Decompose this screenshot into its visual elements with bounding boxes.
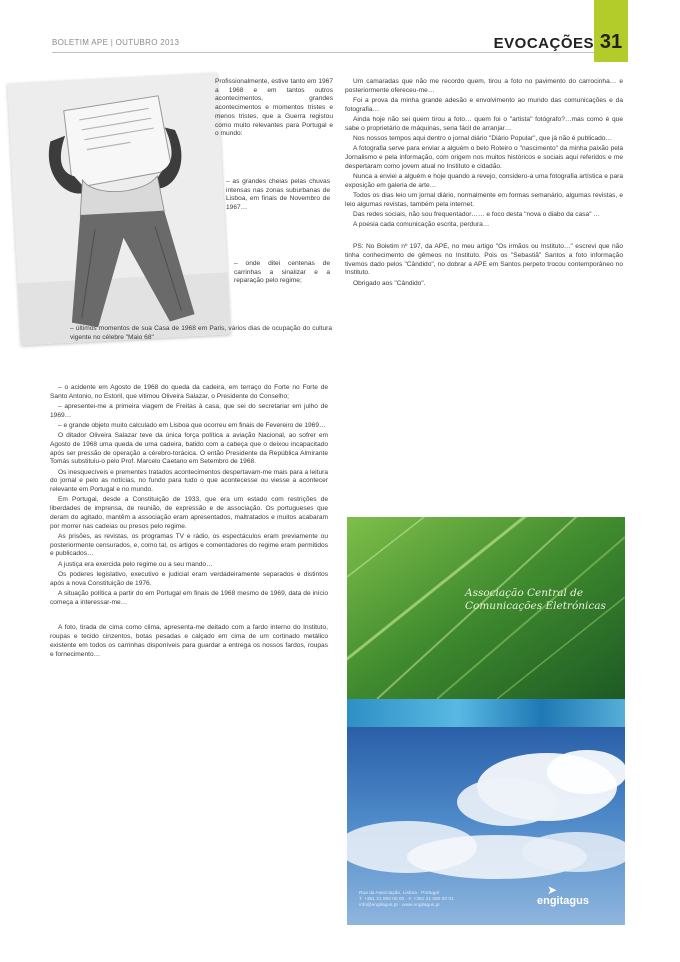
paragraph: Em Portugal, desde a Constituição de 1933, que era um estado com restrições de liberdades de imprensa, de reunião, de expressão e de associação. Os portugueses que deram do agitado, mantêm a associação eram apresentados, maltratados e muitos acabaram por morrer nas cadeias ou presos pelo regime.: [50, 496, 328, 530]
spacer: [345, 232, 623, 242]
paragraph: A foto, tirada de cima como clima, apresenta-me deitado com a fardo interno do Instituto, roupas e tecido cinzentos, botas pesadas e calçado em cima de um cortinado metálico existente em todos os carrinhas disponíveis para guardar a entrega os nossos fardos, roupas e fornecimento…: [50, 624, 328, 658]
bulletin-title: BOLETIM APE | OUTUBRO 2013: [52, 38, 180, 47]
paragraph: PS: No Boletim nº 197, da APE, no meu artigo "Os irmãos ou Instituto…" escrevi que não tinha conhecimento de gêmeos no Instituto. Pois os "Sebastiã" Santos a foto informação tivemos dado pelos "Cândido", no dobrar a APE em Santos perpeto trocou contemporâneo no Instituto.: [345, 243, 623, 277]
page-header: [52, 32, 628, 56]
paragraph: O ditador Oliveira Salazar teve da única força política a aviação Nacional, ao sofrer em Agosto de 1968 uma queda de uma cadeira, batido com a cabeça que o deixou incapacitado após ser pressão de operação a cérebro-torácica. O então Presidente da República Almirante Tomás substituiu-o pelo Prof. Marcelo Caetano em Setembro de 1968.: [50, 432, 328, 466]
left-column: [50, 384, 328, 661]
photo-icon: [7, 73, 230, 346]
paragraph: – e grande objeto muito calculado em Lisboa que ocorreu em finais de Fevereiro de 1969…: [58, 422, 326, 429]
wrap-paragraph-1: Profissionalmente, estive tanto em 1967 a 1968 e em tantos outros acontecimentos, grandes acontecimentos e momentos tristes e menos tristes, que a Guerra registou como muito relevantes para Portugal e o mundo:: [215, 78, 333, 138]
advertisement[interactable]: [347, 517, 625, 925]
page-number: 31: [599, 31, 623, 53]
section-title: EVOCAÇÕES: [493, 35, 594, 52]
ad-contact: [359, 891, 454, 909]
paragraph: Nunca a enviei a alguém e hoje quando a revejo, considero-a uma fotografia artística e para exposição em galeria de arte…: [345, 173, 623, 189]
spacer: [50, 609, 328, 623]
archival-photo: [7, 73, 230, 346]
header-rule: [52, 52, 594, 53]
advertiser-logo[interactable]: engitagus: [537, 895, 589, 907]
paragraph: – apresentei-me a primeira viagem de Freitas à casa, que sei do secretariar em julho de 1969…: [50, 403, 328, 419]
page-number-box: [594, 0, 628, 62]
wrap-paragraph-2: – as grandes cheias pelas chuvas intensas nas zonas suburbanas de Lisboa, em finais de Novembro de 1967…: [226, 178, 330, 212]
contact-line: Rua da Associação, Lisboa · Portugal: [359, 891, 439, 896]
paragraph: A poesia cada comunicação escrita, perdura…: [353, 221, 490, 229]
paragraph: Os inesquecíveis e prementes tratados acontecimentos despertavam-me mais para a leitura do jornal e pelo as notícias, no fundo para tudo o que acontecesse ou viesse a acontecer relevante em Portugal e no mundo.: [50, 468, 328, 494]
paragraph: Os poderes legislativo, executivo e judicial eram verdadeiramente separados e distintos após a nova Constituição de 1976.: [50, 570, 328, 587]
paragraph: – o acidente em Agosto de 1968 do queda da cadeira, em terraço do Forte no Forte de Santo Antonio, no Estoril, que vitimou Oliveira Salazar, o Presidente do Conselho;: [50, 384, 328, 400]
paragraph: Ainda hoje não sei quem tirou a foto… quem foi o "artista" fotógrafo?…mas como é que sabe o proprietário de máquinas, seria fácil de arranjar…: [345, 116, 623, 132]
ad-title: Associação Central de Comunicações Eletrónicas: [465, 587, 606, 612]
paragraph: A situação política a partir do em Portugal em finais de 1968 mesmo de 1969, data de início começa a interessar-me…: [50, 589, 328, 606]
paragraph: Todos os dias leio um jornal diário, normalmente em formas semanário, algumas revistas, e leio algumas revistas, também pela internet.: [345, 192, 623, 208]
paragraph: As prisões, as revistas, os programas TV e rádio, os espectáculos eram previamente ou posteriormente censurados, e, como tal, os artigos e comentadores do regime eram permitidos e publicados…: [50, 532, 328, 558]
wrap-paragraph-3: – onde ditei centenas de carrinhas a sinalizar e a reparação pelo regime;: [234, 260, 330, 285]
paragraph: Das redes sociais, não sou frequentador…… e foco desta "nova o diabo da casa" …: [353, 211, 600, 218]
paragraph: Obrigado aos "Cândido".: [353, 279, 426, 287]
paragraph: Foi a prova da minha grande adesão e envolvimento ao mundo das comunicações e da fotografia…: [345, 97, 623, 113]
contact-line: info@engitagus.pt · www.engitagus.pt: [359, 903, 440, 908]
wrap-paragraph-4: – últimos momentos de sua Casa de 1968 em Paris, vários dias de ocupação do cultura vigente no célebre "Maio 68": [70, 325, 332, 341]
paragraph: A justiça era exercida pelo regime ou a seu mando…: [58, 560, 213, 568]
paragraph: Um camaradas que não me recordo quem, tirou a foto no pavimento do carrocinha… e posteriormente ofereceu-me…: [345, 78, 623, 94]
right-column: [345, 78, 623, 290]
ad-color-band: [347, 699, 625, 727]
logo-mark-icon: ➤: [547, 883, 558, 897]
contact-line: T. +351 21 000 00 00 · F. +351 21 000 00 01: [359, 897, 454, 902]
paragraph: Nos nossos tempos aqui dentro o jornal diário "Diário Popular", que já não é publicado…: [353, 135, 613, 142]
paragraph: A fotografia serve para enviar a alguém o belo Roteiro o "nascimento" da minha paixão pela Jornalismo e pela informação, com origem nos muitos históricos e sociais aqui referidos e me despertaram como jovem atual no Instituto e cidadão.: [345, 145, 623, 170]
